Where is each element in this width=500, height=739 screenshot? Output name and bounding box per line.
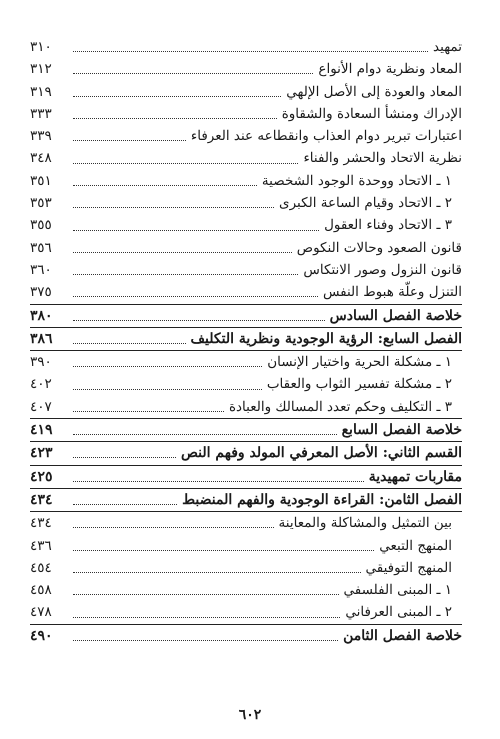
leader-dots	[73, 639, 338, 641]
toc-entry-page: ٣١٢	[30, 61, 52, 78]
toc-entry-title: التنزل وعلّة هبوط النفس	[322, 284, 462, 301]
toc-entry-page: ٤٥٨	[30, 582, 52, 599]
leader-dots	[73, 50, 428, 52]
leader-dots	[73, 206, 274, 208]
toc-entry	[30, 489, 462, 512]
toc-entry	[30, 125, 462, 147]
toc-entry-page: ٣١٩	[30, 83, 52, 100]
toc-entry	[30, 535, 462, 557]
leader-dots	[73, 410, 224, 412]
toc-entry-page: ٣٨٠	[30, 307, 53, 324]
toc-entry	[30, 281, 462, 304]
toc-entry-title: المعاد ونظرية دوام الأنواع	[318, 61, 462, 78]
toc-entry	[30, 305, 462, 328]
toc-entry-title: مقاربات تمهيدية	[368, 468, 462, 485]
toc-entry-title: قانون النزول وصور الانتكاس	[303, 261, 462, 278]
toc-entry-title: المنهج التوفيقي	[365, 559, 452, 576]
toc-entry-page: ٤٣٦	[30, 537, 52, 554]
toc-entry	[30, 579, 462, 601]
toc-entry-title: ١ ـ مشكلة الحرية واختيار الإنسان	[267, 354, 452, 371]
toc-entry	[30, 625, 462, 647]
toc-entry-title: نظرية الاتحاد والحشر والفناء	[303, 150, 462, 167]
toc-entry	[30, 259, 462, 281]
toc-entry	[30, 557, 462, 579]
toc-entry-page: ٣٤٨	[30, 150, 52, 167]
toc-entry-title: ٢ ـ المبنى العرفاني	[345, 604, 452, 621]
toc-entry-page: ٣٧٥	[30, 284, 52, 301]
toc-entry-title: اعتبارات تبرير دوام العذاب وانقطاعه عند العرفاء	[190, 128, 462, 145]
toc-entry	[30, 351, 462, 373]
table-of-contents	[30, 36, 462, 647]
leader-dots	[73, 72, 313, 74]
toc-entry	[30, 328, 462, 351]
toc-entry-title: ١ ـ الاتحاد ووحدة الوجود الشخصية	[261, 172, 452, 189]
toc-entry	[30, 36, 462, 58]
toc-entry-title: بين التمثيل والمشاكلة والمعاينة	[278, 515, 452, 532]
toc-entry-page: ٣٥٣	[30, 195, 52, 212]
toc-entry	[30, 58, 462, 80]
toc-entry-page: ٤٠٢	[30, 376, 52, 393]
leader-dots	[73, 342, 186, 344]
toc-entry	[30, 237, 462, 259]
toc-entry	[30, 512, 462, 534]
leader-dots	[73, 365, 262, 367]
leader-dots	[73, 388, 262, 390]
toc-entry-page: ٣٥٦	[30, 239, 52, 256]
toc-entry	[30, 81, 462, 103]
toc-entry-page: ٤٥٤	[30, 559, 52, 576]
toc-entry-page: ٣١٠	[30, 39, 52, 55]
toc-entry	[30, 601, 462, 624]
toc-entry-title: ٢ ـ الاتحاد وقيام الساعة الكبرى	[279, 195, 452, 212]
toc-entry-page: ٤٣٤	[30, 491, 53, 508]
toc-entry	[30, 103, 462, 125]
leader-dots	[73, 549, 374, 551]
leader-dots	[73, 229, 319, 231]
toc-entry-title: خلاصة الفصل السابع	[341, 422, 462, 439]
toc-entry-page: ٣٥٥	[30, 217, 52, 234]
toc-entry-title: ١ ـ المبنى الفلسفي	[343, 582, 452, 599]
toc-entry	[30, 396, 462, 419]
toc-entry-title: المنهج التبعي	[379, 537, 452, 554]
leader-dots	[73, 319, 325, 321]
toc-entry	[30, 442, 462, 465]
toc-entry	[30, 466, 462, 489]
toc-entry-page: ٤٧٨	[30, 604, 52, 621]
leader-dots	[73, 593, 339, 595]
toc-entry-title: الفصل السابع: الرؤية الوجودية ونظرية التكليف	[190, 330, 462, 347]
toc-entry-page: ٤٢٥	[30, 468, 53, 485]
page-number: ٦٠٢	[238, 707, 262, 723]
toc-entry	[30, 147, 462, 169]
leader-dots	[73, 139, 186, 141]
leader-dots	[73, 184, 257, 186]
leader-dots	[73, 526, 274, 528]
toc-entry-title: تمهيد	[433, 39, 462, 55]
toc-entry	[30, 419, 462, 442]
leader-dots	[73, 571, 361, 573]
toc-entry-title: القسم الثاني: الأصل المعرفي المولد وفهم النص	[181, 445, 462, 462]
toc-entry-title: المعاد والعودة إلى الأصل الإلهي	[286, 83, 462, 100]
toc-entry-title: ٢ ـ مشكلة تفسير الثواب والعقاب	[266, 376, 452, 393]
toc-entry	[30, 170, 462, 192]
toc-entry-title: خلاصة الفصل السادس	[329, 307, 462, 324]
leader-dots	[73, 251, 292, 253]
toc-entry	[30, 214, 462, 236]
leader-dots	[73, 480, 364, 482]
toc-entry-page: ٣٦٠	[30, 261, 52, 278]
leader-dots	[73, 503, 177, 505]
toc-entry-page: ٣٣٩	[30, 128, 52, 145]
leader-dots	[73, 117, 277, 119]
leader-dots	[73, 616, 340, 618]
toc-entry-page: ٣٣٣	[30, 105, 52, 122]
leader-dots	[73, 433, 337, 435]
leader-dots	[73, 162, 298, 164]
toc-entry-page: ٣٥١	[30, 172, 52, 189]
toc-entry-page: ٤١٩	[30, 422, 53, 439]
toc-entry-page: ٤٩٠	[30, 627, 53, 644]
toc-entry-title: ٣ ـ التكليف وحكم تعدد المسالك والعبادة	[228, 398, 452, 415]
leader-dots	[73, 456, 176, 458]
toc-entry-page: ٤٠٧	[30, 398, 52, 415]
toc-entry-page: ٤٣٤	[30, 515, 52, 532]
toc-entry-title: ٣ ـ الاتحاد وفناء العقول	[324, 217, 452, 234]
toc-entry-title: قانون الصعود وحالات النكوص	[296, 239, 462, 256]
leader-dots	[73, 273, 298, 275]
toc-entry	[30, 192, 462, 214]
toc-entry-title: الفصل الثامن: القراءة الوجودية والفهم المنضبط	[182, 491, 462, 508]
toc-entry-page: ٤٢٣	[30, 445, 53, 462]
toc-entry-page: ٣٩٠	[30, 354, 52, 371]
leader-dots	[73, 95, 281, 97]
leader-dots	[73, 295, 318, 297]
toc-entry-title: الإدراك ومنشأ السعادة والشقاوة	[281, 105, 462, 122]
toc-entry-title: خلاصة الفصل الثامن	[343, 627, 462, 644]
toc-entry	[30, 373, 462, 395]
toc-entry-page: ٣٨٦	[30, 330, 53, 347]
